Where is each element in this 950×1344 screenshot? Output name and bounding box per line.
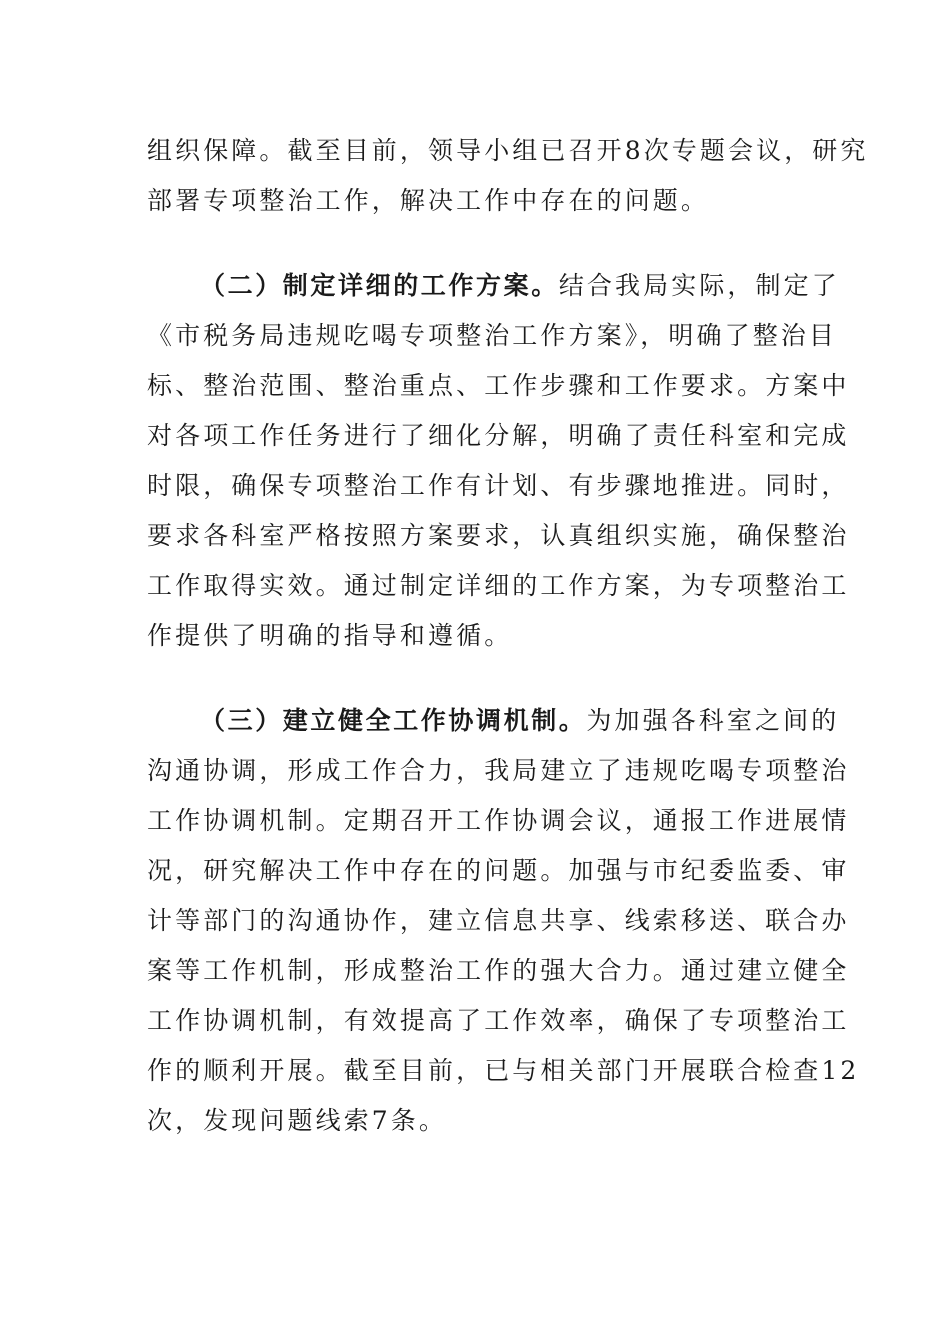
paragraph-3-line-1 <box>200 701 840 741</box>
paragraph-3-line-6: 案等工作机制，形成整治工作的强大合力。通过建立健全 <box>147 956 850 985</box>
paragraph-1-line-1: 组织保障。截至目前，领导小组已召开8次专题会议，研究 <box>147 136 869 165</box>
paragraph-3-line-1-text: 为加强各科室之间的 <box>586 706 840 735</box>
paragraph-2-line-1-text: 结合我局实际，制定了 <box>558 271 840 300</box>
paragraph-3-line-5: 计等部门的沟通协作，建立信息共享、线索移送、联合办 <box>147 906 850 935</box>
paragraph-3-line-2: 沟通协调，形成工作合力，我局建立了违规吃喝专项整治 <box>147 756 850 785</box>
paragraph-2-line-5: 时限，确保专项整治工作有计划、有步骤地推进。同时， <box>147 471 850 500</box>
paragraph-3-line-3: 工作协调机制。定期召开工作协调会议，通报工作进展情 <box>147 806 850 835</box>
paragraph-2-line-4: 对各项工作任务进行了细化分解，明确了责任科室和完成 <box>147 421 850 450</box>
paragraph-2-line-7: 工作取得实效。通过制定详细的工作方案，为专项整治工 <box>147 571 850 600</box>
section-heading-3: （三）建立健全工作协调机制。 <box>200 706 587 735</box>
paragraph-2-line-2: 《市税务局违规吃喝专项整治工作方案》，明确了整治目 <box>147 321 838 350</box>
paragraph-2-line-6: 要求各科室严格按照方案要求，认真组织实施，确保整治 <box>147 521 850 550</box>
paragraph-3-line-4: 况，研究解决工作中存在的问题。加强与市纪委监委、审 <box>147 856 850 885</box>
paragraph-2-line-1 <box>200 266 840 306</box>
paragraph-1-line-2: 部署专项整治工作，解决工作中存在的问题。 <box>147 186 710 215</box>
paragraph-3-line-8: 作的顺利开展。截至目前，已与相关部门开展联合检查12 <box>147 1056 860 1085</box>
paragraph-2-line-3: 标、整治范围、整治重点、工作步骤和工作要求。方案中 <box>147 371 850 400</box>
section-heading-2: （二）制定详细的工作方案。 <box>200 271 559 300</box>
paragraph-2-line-8: 作提供了明确的指导和遵循。 <box>147 621 513 650</box>
paragraph-3-line-7: 工作协调机制，有效提高了工作效率，确保了专项整治工 <box>147 1006 850 1035</box>
paragraph-3-line-9: 次，发现问题线索7条。 <box>147 1106 448 1135</box>
